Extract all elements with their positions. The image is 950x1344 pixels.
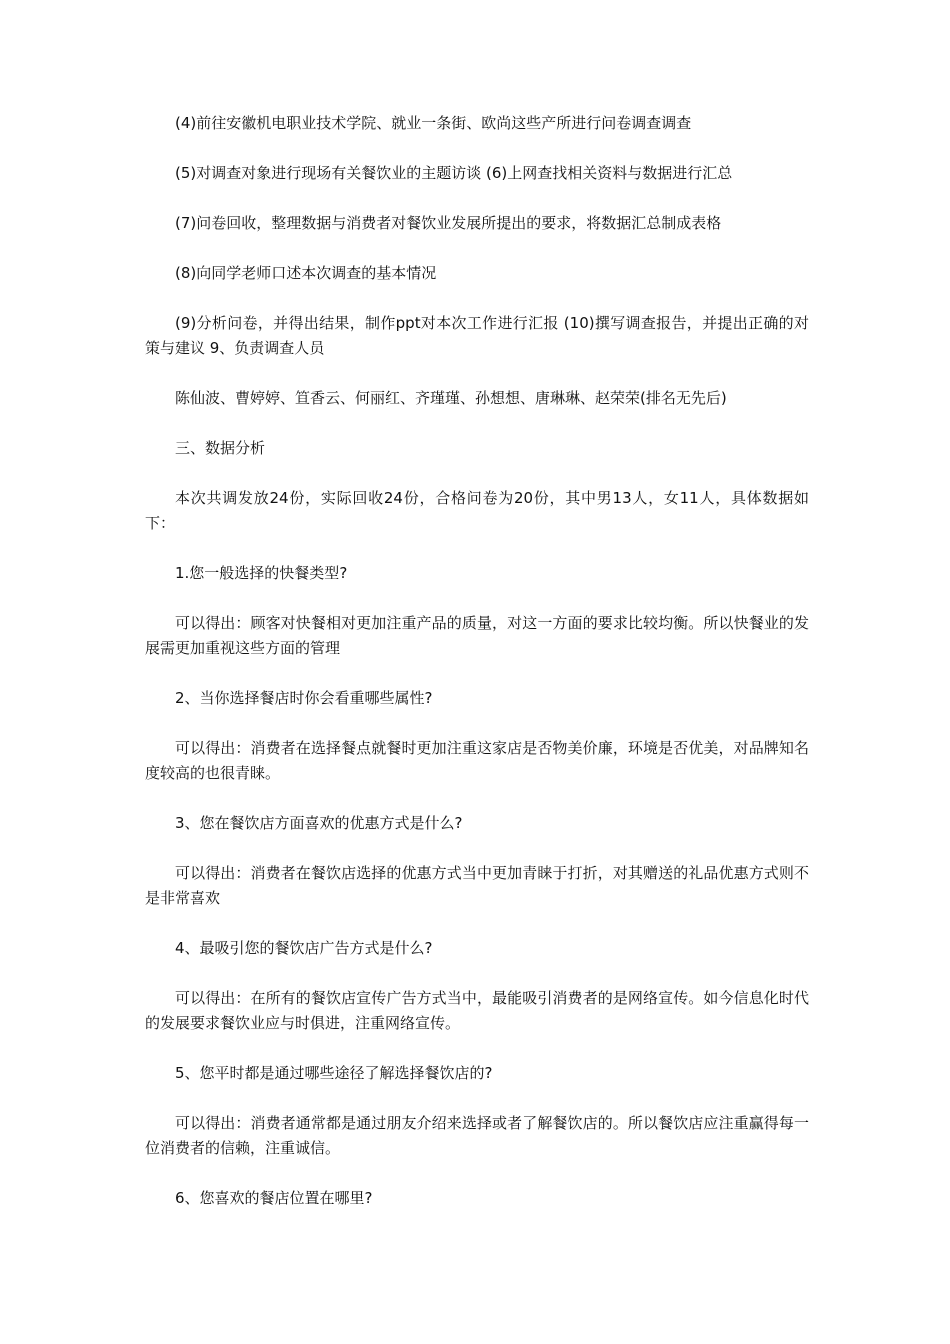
conclusion-4: 可以得出：在所有的餐饮店宣传广告方式当中，最能吸引消费者的是网络宣传。如今信息化时代的发展要求餐饮业应与时俱进，注重网络宣传。	[145, 989, 809, 1032]
conclusion-1: 可以得出：顾客对快餐相对更加注重产品的质量，对这一方面的要求比较均衡。所以快餐业的发展需更加重视这些方面的管理	[145, 614, 809, 657]
conclusion-2: 可以得出：消费者在选择餐点就餐时更加注重这家店是否物美价廉，环境是否优美，对品牌知名度较高的也很青睐。	[145, 739, 809, 782]
question-2: 2、当你选择餐店时你会看重哪些属性?	[175, 689, 433, 707]
conclusion-5: 可以得出：消费者通常都是通过朋友介绍来选择或者了解餐饮店的。所以餐饮店应注重赢得每一位消费者的信赖，注重诚信。	[145, 1114, 809, 1157]
paragraph-step-5-6: (5)对调查对象进行现场有关餐饮业的主题访谈 (6)上网查找相关资料与数据进行汇总	[175, 164, 733, 182]
paragraph-survey-summary: 本次共调发放24份，实际回收24份，合格问卷为20份，其中男13人，女11人，具体数据如下：	[145, 489, 809, 532]
question-6: 6、您喜欢的餐店位置在哪里?	[175, 1189, 373, 1207]
paragraph-step-7: (7)问卷回收，整理数据与消费者对餐饮业发展所提出的要求，将数据汇总制成表格	[175, 214, 722, 232]
paragraph-step-8: (8)向同学老师口述本次调查的基本情况	[175, 264, 437, 282]
question-5: 5、您平时都是通过哪些途径了解选择餐饮店的?	[175, 1064, 493, 1082]
question-3: 3、您在餐饮店方面喜欢的优惠方式是什么?	[175, 814, 463, 832]
section-heading-data-analysis: 三、数据分析	[175, 439, 266, 457]
question-4: 4、最吸引您的餐饮店广告方式是什么?	[175, 939, 433, 957]
conclusion-3: 可以得出：消费者在餐饮店选择的优惠方式当中更加青睐于打折，对其赠送的礼品优惠方式则不是非常喜欢	[145, 864, 809, 907]
paragraph-step-4: (4)前往安徽机电职业技术学院、就业一条街、欧尚这些产所进行问卷调查调查	[175, 114, 692, 132]
question-1: 1.您一般选择的快餐类型?	[175, 564, 348, 582]
paragraph-investigators: 陈仙波、曹婷婷、笪香云、何丽红、齐瑾瑾、孙想想、唐琳琳、赵荣荣(排名无先后)	[175, 389, 727, 407]
paragraph-step-9-10: (9)分析问卷，并得出结果，制作ppt对本次工作进行汇报 (10)撰写调查报告，并提出正确的对策与建议 9、负责调查人员	[145, 314, 809, 357]
document-body	[145, 111, 809, 1236]
